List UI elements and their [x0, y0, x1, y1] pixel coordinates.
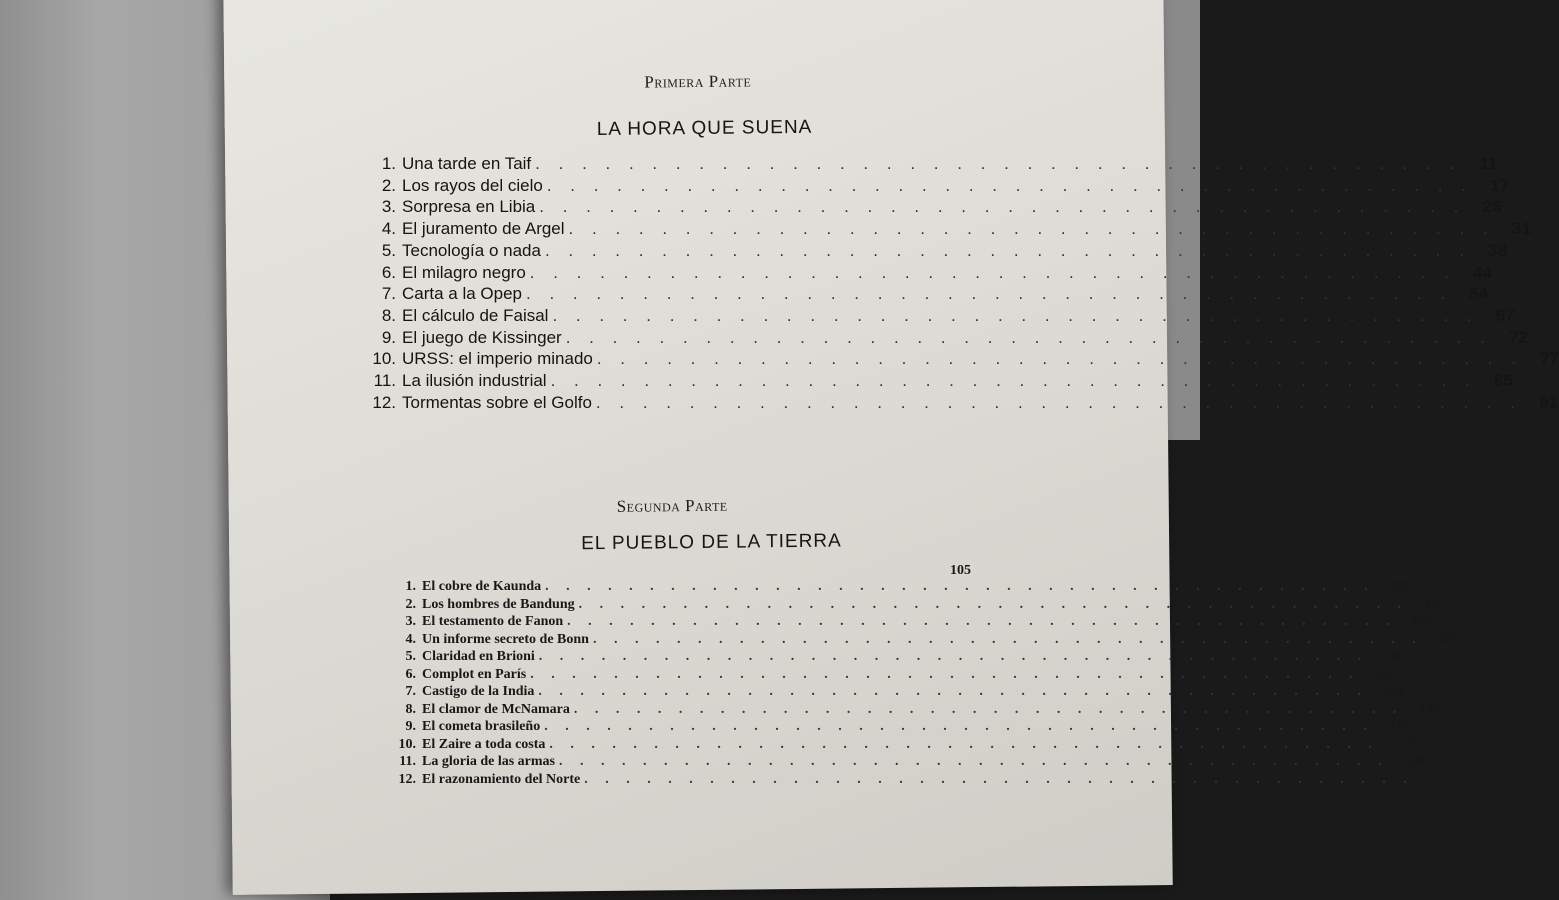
entry-page: 31	[1511, 219, 1531, 239]
entry-title: El juramento de Argel	[402, 219, 565, 239]
entry-number: 9.	[405, 719, 416, 734]
part2-lead-page: 105	[950, 563, 971, 578]
toc-entry	[360, 370, 1513, 392]
toc-entry	[360, 392, 1559, 414]
part2-label: Segunda Parte	[616, 495, 728, 516]
leader-dots: . . . . . . . . . . . . . . . . . . . . . . . . . . . . . . . . . . . . . . . .	[538, 684, 1368, 699]
leader-dots: . . . . . . . . . . . . . . . . . . . . . . . . . . . . . . . . . . . . . . . .	[584, 771, 1414, 787]
entry-page: 130	[1383, 649, 1405, 664]
entry-page: 143	[1418, 701, 1440, 717]
entry-page: 85	[1493, 371, 1513, 391]
leader-dots: . . . . . . . . . . . . . . . . . . . . . . . . . . . . . . . . . . . . . . . .	[549, 736, 1379, 752]
toc-part1	[360, 153, 1559, 413]
toc-entry	[386, 771, 1414, 789]
leader-dots: . . . . . . . . . . . . . . . . . . . . . . . . . . . . . . . . . . . . . . . .	[545, 579, 1375, 594]
toc-entry	[386, 648, 1405, 666]
entry-page: 72	[1508, 327, 1528, 347]
toc-entry	[360, 153, 1498, 175]
entry-page: 138	[1382, 684, 1404, 699]
entry-number: 2.	[381, 175, 396, 195]
entry-number: 12.	[398, 771, 416, 787]
entry-page: 67	[1495, 305, 1515, 325]
entry-page: 108	[1389, 579, 1411, 594]
entry-title: Los hombres de Bandung	[422, 596, 575, 612]
entry-title: Complot en París	[422, 666, 527, 682]
entry-number: 8.	[405, 701, 416, 717]
toc-entry	[386, 578, 1411, 596]
toc-entry	[386, 718, 1410, 736]
toc-entry	[386, 753, 1425, 771]
leader-dots: . . . . . . . . . . . . . . . . . . . . . . . . . . . . . . . . . . . . . . . .	[544, 719, 1374, 734]
entry-page: 38	[1488, 240, 1508, 260]
toc-entry	[386, 596, 1445, 614]
entry-title: La ilusión industrial	[402, 371, 547, 391]
leader-dots: . . . . . . . . . . . . . . . . . . . . . . . . . . . . . . . . . . . . . . . .	[546, 175, 1473, 195]
entry-title: Los rayos del cielo	[402, 175, 543, 195]
entry-number: 6.	[381, 262, 396, 282]
toc-entry	[386, 701, 1440, 719]
leader-dots: . . . . . . . . . . . . . . . . . . . . . . . . . . . . . . . . . . . . . . . .	[530, 666, 1360, 682]
leader-dots: . . . . . . . . . . . . . . . . . . . . . . . . . . . . . . . . . . . . . . . .	[565, 327, 1492, 347]
entry-number: 8.	[381, 305, 396, 325]
toc-entry	[386, 631, 1459, 649]
entry-title: Carta a la Opep	[402, 284, 523, 304]
toc-entry	[360, 240, 1508, 262]
toc-entry	[386, 683, 1404, 701]
entry-title: Tecnología o nada	[402, 240, 541, 260]
leader-dots: . . . . . . . . . . . . . . . . . . . . . . . . . . . . . . . . . . . . . . . .	[592, 631, 1423, 647]
entry-number: 4.	[381, 219, 396, 239]
toc-part2	[386, 578, 1459, 788]
entry-page: 147	[1388, 719, 1410, 734]
entry-page: 158	[1403, 754, 1425, 769]
entry-title: Un informe secreto de Bonn	[422, 631, 589, 647]
entry-number: 7.	[381, 284, 396, 304]
entry-page: 115	[1423, 596, 1445, 612]
entry-title: El juego de Kissinger	[402, 327, 562, 347]
toc-entry	[360, 218, 1531, 240]
entry-title: El cometa brasileño	[422, 719, 541, 734]
entry-number: 11.	[373, 371, 396, 391]
entry-page: 77	[1540, 349, 1559, 369]
leader-dots: . . . . . . . . . . . . . . . . . . . . . . . . . . . . . . . . . . . . . . . .	[529, 262, 1456, 282]
entry-number: 3.	[405, 614, 416, 629]
entry-title: Claridad en Brioni	[422, 649, 535, 664]
leader-dots: . . . . . . . . . . . . . . . . . . . . . . . . . . . . . . . . . . . . . . . .	[539, 197, 1466, 217]
toc-entry	[386, 666, 1396, 684]
toc-entry	[386, 613, 1433, 631]
leader-dots: . . . . . . . . . . . . . . . . . . . . . . . . . . . . . . . . . . . . . . . .	[568, 219, 1495, 239]
entry-title: La gloria de las armas	[422, 754, 555, 769]
entry-title: Sorpresa en Libia	[402, 197, 536, 217]
entry-title: El clamor de McNamara	[422, 701, 570, 717]
entry-title: Castigo de la India	[422, 684, 535, 699]
leader-dots: . . . . . . . . . . . . . . . . . . . . . . . . . . . . . . . . . . . . . . . .	[538, 649, 1369, 664]
entry-page: 17	[1490, 175, 1509, 195]
entry-number: 1.	[381, 154, 396, 173]
entry-number: 12.	[372, 392, 396, 412]
leader-dots: . . . . . . . . . . . . . . . . . . . . . . . . . . . . . . . . . . . . . . . .	[595, 392, 1523, 412]
entry-title: El milagro negro	[402, 262, 526, 282]
toc-entry	[360, 305, 1515, 327]
entry-number: 1.	[405, 579, 416, 594]
entry-page: 126	[1437, 631, 1459, 647]
entry-page: 11	[1479, 154, 1498, 173]
entry-number: 4.	[405, 631, 416, 647]
entry-number: 7.	[405, 684, 416, 699]
toc-entry	[360, 348, 1559, 370]
entry-number: 5.	[381, 240, 396, 260]
leader-dots: . . . . . . . . . . . . . . . . . . . . . . . . . . . . . . . . . . . . . . . .	[550, 371, 1477, 391]
entry-number: 5.	[405, 649, 416, 664]
entry-number: 6.	[405, 666, 416, 682]
entry-number: 10.	[372, 349, 396, 369]
toc-entry	[360, 262, 1492, 284]
leader-dots: . . . . . . . . . . . . . . . . . . . . . . . . . . . . . . . . . . . . . . . .	[578, 596, 1409, 612]
entry-number: 3.	[381, 197, 396, 217]
leader-dots: . . . . . . . . . . . . . . . . . . . . . . . . . . . . . . . . . . . . . . . .	[559, 754, 1389, 769]
entry-title: URSS: el imperio minado	[402, 349, 593, 369]
toc-entry	[360, 175, 1509, 197]
leader-dots: . . . . . . . . . . . . . . . . . . . . . . . . . . . . . . . . . . . . . . . .	[535, 154, 1462, 173]
entry-title: El cálculo de Faisal	[402, 305, 549, 325]
entry-title: El razonamiento del Norte	[422, 771, 581, 787]
entry-title: Tormentas sobre el Golfo	[402, 392, 592, 412]
entry-page: 44	[1473, 262, 1492, 282]
entry-number: 11.	[399, 754, 416, 769]
entry-page: 153	[1393, 736, 1415, 752]
entry-page: 135	[1374, 666, 1396, 682]
toc-entry	[360, 196, 1502, 218]
entry-title: El testamento de Fanon	[422, 614, 564, 629]
part2-title: EL PUEBLO DE LA TIERRA	[581, 530, 842, 555]
entry-title: Una tarde en Taif	[402, 154, 532, 173]
entry-number: 2.	[405, 596, 416, 612]
part1-title: LA HORA QUE SUENA	[596, 116, 813, 141]
leader-dots: . . . . . . . . . . . . . . . . . . . . . . . . . . . . . . . . . . . . . . . .	[544, 240, 1472, 260]
entry-page: 91	[1539, 392, 1559, 412]
entry-page: 54	[1469, 284, 1489, 304]
entry-page: 123	[1411, 614, 1433, 629]
toc-entry	[360, 283, 1489, 305]
leader-dots: . . . . . . . . . . . . . . . . . . . . . . . . . . . . . . . . . . . . . . . .	[526, 284, 1453, 304]
leader-dots: . . . . . . . . . . . . . . . . . . . . . . . . . . . . . . . . . . . . . . . .	[573, 701, 1404, 717]
toc-entry	[360, 327, 1528, 349]
entry-page: 26	[1482, 197, 1502, 217]
entry-title: El cobre de Kaunda	[422, 579, 542, 594]
toc-entry	[386, 736, 1415, 754]
leader-dots: . . . . . . . . . . . . . . . . . . . . . . . . . . . . . . . . . . . . . . . .	[567, 614, 1397, 629]
entry-number: 9.	[381, 327, 396, 347]
leader-dots: . . . . . . . . . . . . . . . . . . . . . . . . . . . . . . . . . . . . . . . .	[552, 305, 1479, 325]
leader-dots: . . . . . . . . . . . . . . . . . . . . . . . . . . . . . . . . . . . . . . . .	[596, 349, 1523, 369]
entry-number: 10.	[398, 736, 416, 752]
entry-title: El Zaire a toda costa	[422, 736, 546, 752]
part1-label: Primera Parte	[644, 71, 752, 92]
